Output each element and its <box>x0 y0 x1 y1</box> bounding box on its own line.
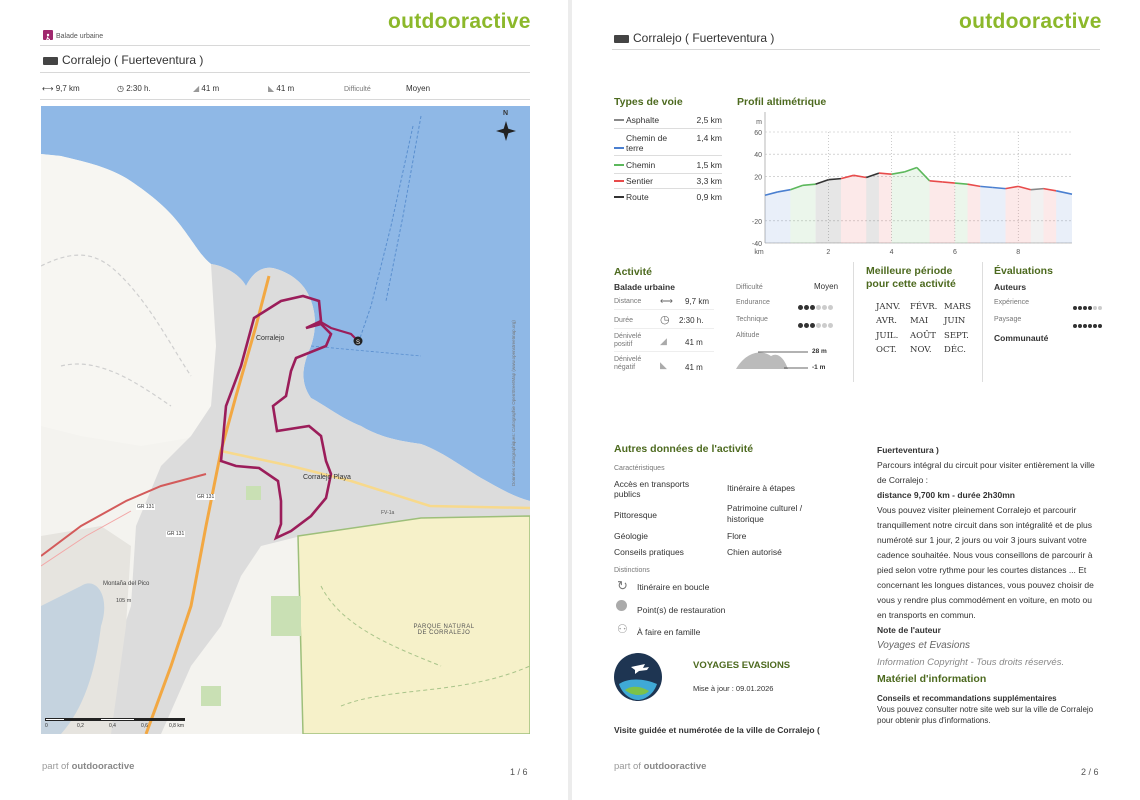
page-1 <box>0 0 568 800</box>
month-6: JUIN <box>944 316 966 326</box>
scale-label: 0,8 km <box>169 723 185 729</box>
divider <box>40 72 530 73</box>
tour-badge-icon <box>614 35 629 43</box>
difficulty-label: Difficulté <box>344 86 371 93</box>
mountain-label: Montaña del Pico <box>103 581 150 587</box>
profile-area <box>892 172 905 243</box>
month-3: MARS <box>944 302 972 312</box>
feature-item: Conseils pratiques <box>614 547 684 557</box>
footer: part of outdooractive <box>614 761 707 772</box>
feature-item: Pittoresque <box>614 510 657 520</box>
altitude-label: Altitude <box>736 332 760 339</box>
month-8: AOÛT <box>910 331 936 341</box>
note-author: Voyages et Evasions <box>877 640 971 651</box>
activity-heading: Activité <box>614 266 652 278</box>
descent-icon: ◣ <box>268 84 275 93</box>
town-label: Corralejo <box>256 335 285 342</box>
ascent-label: Dénivelé positif <box>614 333 642 348</box>
profile-area <box>955 183 968 243</box>
divider <box>612 49 1100 50</box>
profile-area <box>1006 186 1019 243</box>
playa-label: Corralejo Playa <box>303 474 351 481</box>
profile-area <box>778 190 791 243</box>
description-title-cont: Fuerteventura ) <box>877 445 939 455</box>
activity-category: Balade urbaine <box>56 33 104 40</box>
profile-segment <box>980 186 993 187</box>
distance-label: Distance <box>614 298 642 305</box>
difficulty-label: Difficulté <box>736 284 763 291</box>
advice-text: Vous pouvez consulter notre site web sur la ville de Corralejo pour obtenir plus d'informations. <box>877 705 1094 725</box>
y-tick-label: -20 <box>751 218 762 226</box>
activity-type: Balade urbaine <box>614 282 675 292</box>
best-period-heading: Meilleure période pour cette activité <box>866 265 956 290</box>
gr-label: GR 131 <box>167 531 185 537</box>
copyright: Information Copyright - Tous droits réservés. <box>877 657 1065 668</box>
distinction-item: Point(s) de restauration <box>637 605 726 615</box>
divider <box>853 262 854 382</box>
y-tick-label: 20 <box>754 174 762 182</box>
profile-area <box>803 184 816 243</box>
tour-badge-icon <box>43 57 58 65</box>
profile-area <box>968 184 981 243</box>
profile-segment <box>828 179 841 180</box>
walking-icon <box>43 30 53 40</box>
y-tick-label: 60 <box>754 130 762 137</box>
x-tick-label: 2 <box>826 249 831 256</box>
footer: part of outdooractive <box>42 761 135 772</box>
scale-label: 0,4 <box>109 723 116 729</box>
profile-segment <box>930 181 943 182</box>
profile-area <box>1031 189 1044 243</box>
clock-icon: ◷ <box>117 84 124 93</box>
profile-heading: Profil altimétrique <box>737 96 827 108</box>
y-tick-label: -40 <box>751 241 762 248</box>
divider <box>40 45 530 46</box>
descent-icon: ◣ <box>660 360 667 370</box>
profile-segment <box>803 184 816 185</box>
surfaces-heading: Types de voie <box>614 96 683 108</box>
profile-segment <box>879 173 892 174</box>
feature-item: Flore <box>727 531 747 541</box>
x-tick-label: 4 <box>889 249 894 256</box>
descent-value: 41 m <box>685 363 703 372</box>
profile-segment <box>1031 189 1044 190</box>
author-logo-icon <box>613 652 663 702</box>
distinction-item: Itinéraire en boucle <box>637 582 710 592</box>
divider <box>40 99 530 100</box>
profile-segment <box>942 182 955 183</box>
description-title: Visite guidée et numérotée de la ville de Corralejo ( <box>614 725 820 735</box>
y-tick-label: 40 <box>754 152 762 160</box>
endurance-dots <box>798 297 834 315</box>
experience-dots <box>1073 297 1103 315</box>
profile-area <box>993 188 1006 244</box>
brand-logo: outdooractive <box>388 10 531 33</box>
feature-item: Géologie <box>614 531 649 541</box>
profile-area <box>828 179 841 243</box>
month-11: NOV. <box>910 345 932 355</box>
month-4: AVR. <box>876 316 897 326</box>
distance-icon: ⟷ <box>42 84 54 93</box>
description-bold: distance 9,700 km - durée 2h30mn <box>877 490 1015 500</box>
road-label: FV-1a <box>381 510 395 516</box>
month-12: DÉC. <box>944 345 966 355</box>
distance-value: 9,7 km <box>685 297 710 306</box>
route-map[interactable] <box>41 106 530 734</box>
profile-area <box>816 180 829 243</box>
ascent-icon: ◢ <box>660 336 667 346</box>
distinction-item: À faire en famille <box>637 627 701 637</box>
gr-label: GR 131 <box>197 494 215 500</box>
authors-label: Auteurs <box>994 282 1027 292</box>
feature-item: Patrimoine culturel / historique <box>727 503 803 524</box>
distance-icon: ⟷ <box>660 296 673 306</box>
scale-bar <box>45 718 185 721</box>
profile-area <box>765 192 778 243</box>
scale-label: 0,2 <box>77 723 84 729</box>
profile-area <box>942 182 955 243</box>
technique-label: Technique <box>736 316 768 323</box>
loop-icon: ↻ <box>617 578 628 593</box>
ascent-value: 41 m <box>685 338 703 347</box>
profile-area <box>930 181 943 243</box>
profile-segment <box>993 188 1006 189</box>
page-number: 1 / 6 <box>510 767 528 777</box>
technique-dots <box>798 315 834 333</box>
ratings-heading: Évaluations <box>994 265 1053 277</box>
description-block <box>877 443 1101 726</box>
other-data-heading: Autres données de l'activité <box>614 443 754 455</box>
duration-value: 2:30 h. <box>679 316 704 325</box>
month-9: SEPT. <box>944 331 969 341</box>
experience-label: Expérience <box>994 299 1030 306</box>
map-credits: Données cartographiques: Cartographie OpenStreetMap (www.openstreetmap.org) <box>511 320 516 486</box>
profile-area <box>1018 186 1031 243</box>
profile-area <box>854 175 867 243</box>
profile-segment <box>955 183 968 184</box>
feature-item: Accès en transports publics <box>614 479 690 499</box>
restaurant-icon <box>616 600 627 611</box>
elevation-profile-chart <box>737 112 1102 262</box>
difficulty-value: Moyen <box>814 282 839 291</box>
landscape-dots <box>1073 315 1103 333</box>
ascent-icon: ◢ <box>193 84 200 93</box>
duration-label: Durée <box>614 317 634 324</box>
stat-descent: ◣ 41 m <box>268 84 295 93</box>
family-icon: ⚇ <box>617 622 628 636</box>
page-2: outdooractive Corralejo ( Fuerteventura ) Types de voie Asphalte 2,5 km Chemin de terre 1,4 km Chemin 1,5 km Sentier 3,3 km Route 0,9 km Profil altimétrique 60 40 20 -20 -40 m km 2 4 6 8 Activité Balade urbaine Distance ⟷ 9,7 km Durée ◷ 2:30 h. Dénivelé positif ◢ 41 m Dénivelé négatif ◣ 41 m Difficulté Moyen Endurance Technique Altitude 28 m -1 m Meilleure période pour cette activité JANV. FÉVR. MARS AVR. MAI JUIN JUIL. AOÛT SEPT. OCT. NOV. DÉC. Évaluations Auteurs Expérience Paysage Communauté Autres données de l'activité Caractéristiques Accès en transports publics Itinéraire à étapes Pittoresque Patrimoine culturel / historique Géologie Flore Conseils pratiques Chien autorisé Distinctions ↻ Itinéraire en boucle Point(s) de restauration ⚇ À faire en famille VOYAGES EVASIONS Mise à jour : 09.01.2026 Visite guidée et numérotée de la ville de Corralejo ( Fuerteventura ) Parcours intégral du circuit pour visiter entièrement la ville de Corralejo : distance 9,700 km - durée 2h30mn Vous pouvez visiter pleinement Corralejo et parcourir tranquillement notre circuit dans son intégralité et de plus numéroté sur 1 jour, 2 jours ou voir 3 jours suivant votre cadence souhaitée. Nous vous conseillons de parcourir à pied selon votre rythme pour les courtes distances ... Et concernant les longues distances, vous pouvez choisir de vous y rendre plus commodément en voiture, en moto ou en transports en commun. Note de l'auteur Voyages et Evasions Information Copyright - Tous droits réservés. Matériel d'information Conseils et recommandations supplémentaires Vous pouvez consulter notre site web sur la ville de Corralejo pour obtenir plus d'informations. part of outdooractive 2 / 6 <box>572 0 1140 800</box>
page-title: Corralejo ( Fuerteventura ) <box>43 53 203 67</box>
updated-date: Mise à jour : 09.01.2026 <box>693 684 774 693</box>
stat-ascent: ◢ 41 m <box>193 84 220 93</box>
north-label: N <box>503 110 509 117</box>
clock-icon: ◷ <box>660 314 670 326</box>
profile-area <box>790 185 803 243</box>
feature-item: Itinéraire à étapes <box>727 483 796 493</box>
page-title: Corralejo ( Fuerteventura ) <box>614 31 774 45</box>
divider <box>982 262 983 382</box>
profile-area <box>841 175 854 243</box>
x-tick-label: 6 <box>952 249 957 256</box>
features-label: Caractéristiques <box>614 465 665 472</box>
x-tick-label: 8 <box>1016 249 1021 256</box>
scale-label: 0,6 <box>141 723 148 729</box>
stat-duration: ◷ 2:30 h. <box>117 84 151 93</box>
y-unit-label: m <box>756 119 762 126</box>
green-area <box>271 596 301 636</box>
profile-area <box>1056 191 1072 243</box>
stat-distance: ⟷ 9,7 km <box>42 84 80 93</box>
description-para: Parcours intégral du circuit pour visiter entièrement la ville de Corralejo : <box>877 460 1095 485</box>
descent-label: Dénivelé négatif <box>614 356 642 371</box>
gr-label: GR 131 <box>137 504 155 510</box>
map-canvas <box>41 106 530 734</box>
profile-area <box>980 186 993 243</box>
scale-label: 0 <box>45 723 48 729</box>
profile-area <box>904 168 917 243</box>
month-7: JUIL. <box>876 331 899 341</box>
page-number: 2 / 6 <box>1081 767 1099 777</box>
difficulty-value: Moyen <box>406 84 431 93</box>
month-2: FÉVR. <box>910 302 938 312</box>
author-name: VOYAGES EVASIONS <box>693 660 791 671</box>
svg-text:S: S <box>356 340 361 346</box>
note-heading: Note de l'auteur <box>877 625 941 635</box>
alt-max: 28 m <box>812 348 827 355</box>
community-label: Communauté <box>994 333 1049 343</box>
description-para: Vous pouvez visiter pleinement Corralejo et parcourir tranquillement notre circuit dans son intégralité et de plus numéroté sur 1 jour, 2 jours ou voir 3 jours suivant votre cadence souhaitée. Nous vous conseillons de parcourir à pied selon votre rythme pour les courtes distances ... Et concernant les longues distances, vous pouvez choisir de vous y rendre plus commodément en voiture, en moto ou en transports en commun. <box>877 505 1094 620</box>
distinctions-label: Distinctions <box>614 567 650 574</box>
month-10: OCT. <box>876 345 897 355</box>
feature-item: Chien autorisé <box>727 547 782 557</box>
landscape-label: Paysage <box>994 316 1022 323</box>
endurance-label: Endurance <box>736 299 770 306</box>
advice-heading: Conseils et recommandations supplémentaires <box>877 694 1057 703</box>
height-label: 105 m <box>116 598 132 604</box>
park-label: PARQUE NATURAL DE CORRALEJO <box>413 624 475 636</box>
x-tick-label: km <box>754 249 764 256</box>
brand-logo: outdooractive <box>959 10 1102 33</box>
profile-area <box>879 173 892 243</box>
month-5: MAI <box>910 316 929 326</box>
material-heading: Matériel d'information <box>877 673 987 685</box>
profile-area <box>1044 189 1057 243</box>
profile-area <box>866 173 879 243</box>
month-1: JANV. <box>876 302 901 312</box>
alt-min: -1 m <box>812 364 826 371</box>
